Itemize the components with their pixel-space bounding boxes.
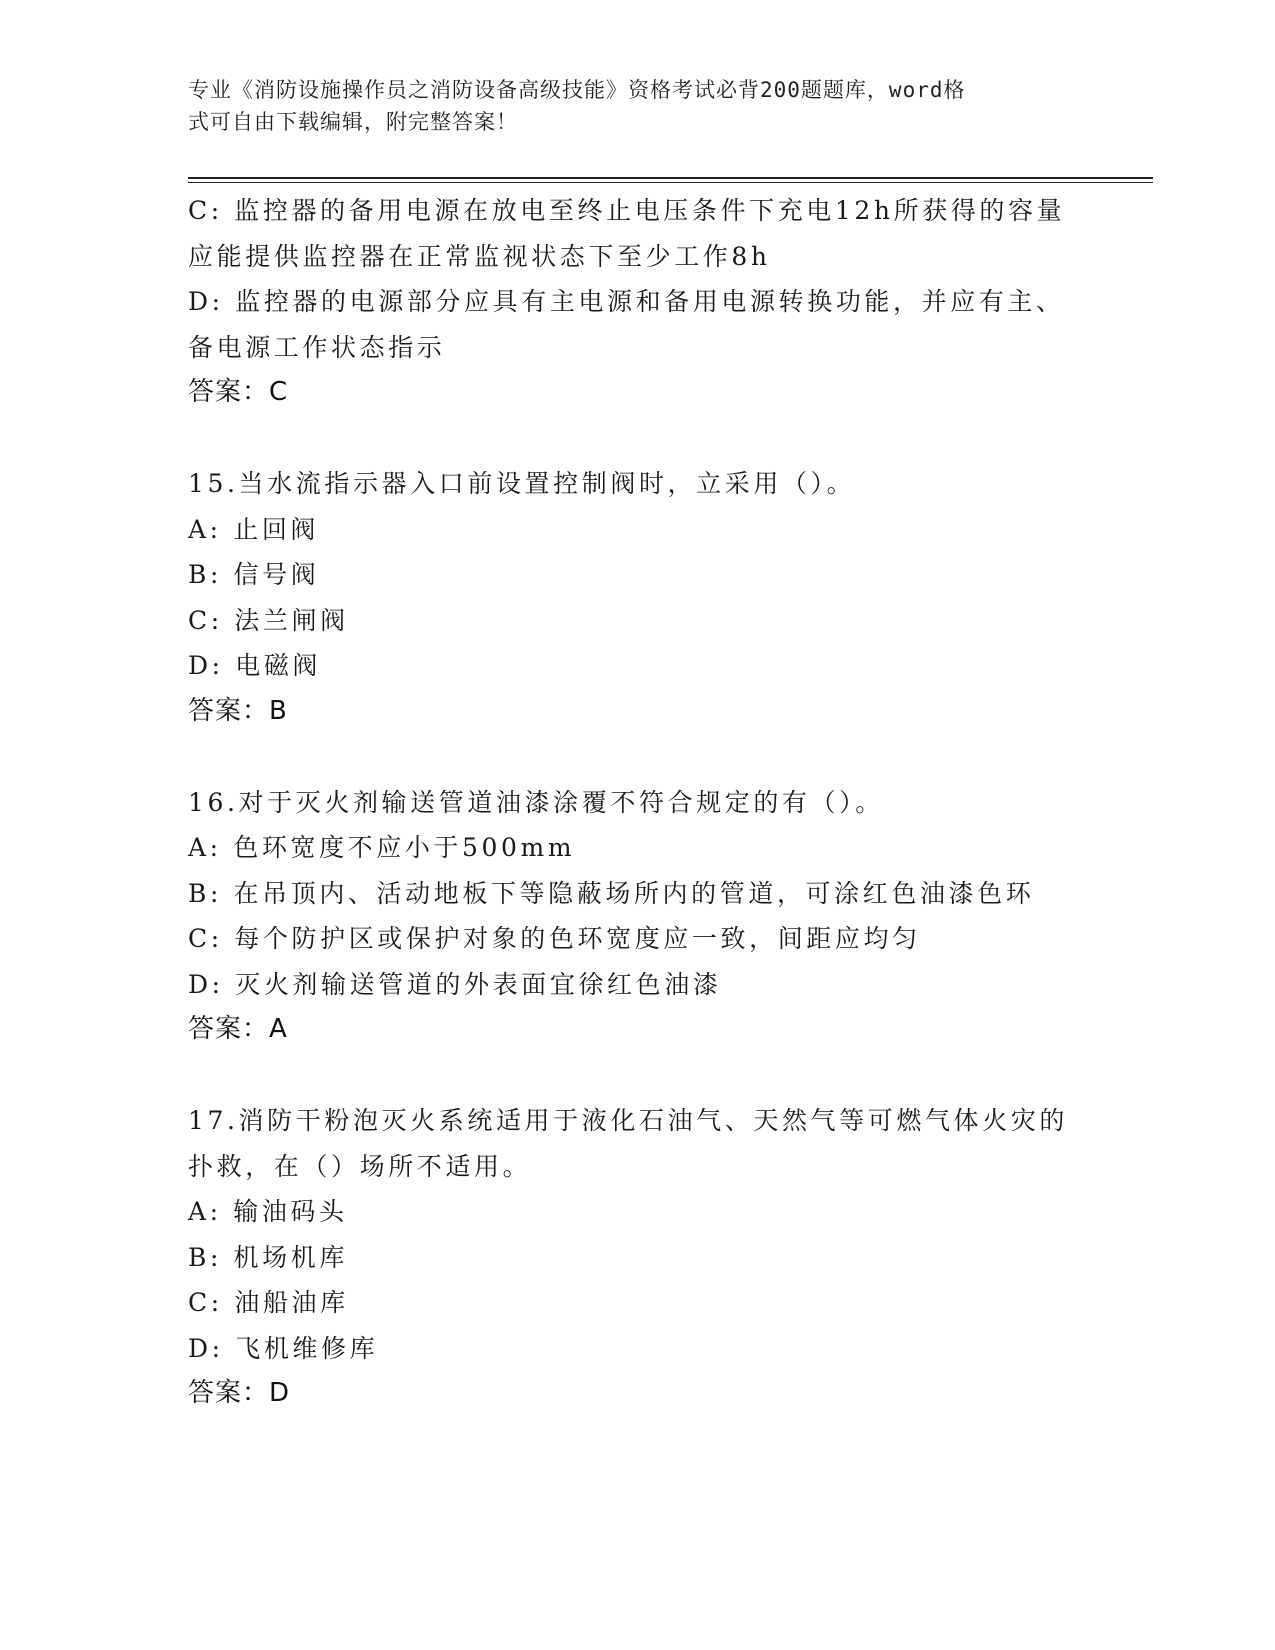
answer-line: 答案：B (188, 695, 288, 726)
question-17 (188, 1098, 1088, 1417)
question-15 (188, 461, 1088, 734)
question-spacer (188, 734, 1088, 780)
option-a: A: 色环宽度不应小于500mm (188, 833, 576, 862)
option-c: C: 法兰闸阀 (188, 605, 349, 635)
question-stem: 16.对于灭火剂输送管道油漆涂覆不符合规定的有（）。 (188, 787, 884, 817)
question-stem: 17.消防干粉泡灭火系统适用于液化石油气、天然气等可燃气体火灾的 (188, 1106, 1068, 1135)
option-c: C: 每个防护区或保护对象的色环宽度应一致，间距应均匀 (188, 924, 921, 953)
option-line: D: 监控器的电源部分应具有主电源和备用电源转换功能，并应有主、 (188, 287, 1065, 316)
option-line: 应能提供监控器在正常监视状态下至少工作8h (188, 241, 771, 271)
option-d: D: 飞机维修库 (188, 1333, 379, 1363)
question-14-continued (188, 188, 1088, 416)
header-line-1: 专业《消防设施操作员之消防设备高级技能》资格考试必背200题题库，word格 (188, 78, 966, 102)
answer-line: 答案：D (188, 1378, 291, 1408)
question-spacer (188, 416, 1088, 462)
question-stem-continued: 扑救，在（）场所不适用。 (188, 1151, 532, 1181)
header-line-2: 式可自由下载编辑，附完整答案！ (188, 110, 518, 134)
option-c: C: 油船油库 (188, 1288, 349, 1317)
option-b: B: 信号阀 (188, 560, 320, 589)
header-divider-thick (188, 177, 1153, 179)
question-spacer (188, 1053, 1088, 1099)
option-line: C: 监控器的备用电源在放电至终止电压条件下充电12h所获得的容量 (188, 196, 1066, 225)
option-d: D: 灭火剂输送管道的外表面宜徐红色油漆 (188, 969, 722, 999)
header-divider-thin (188, 182, 1153, 183)
question-16 (188, 780, 1088, 1053)
option-a: A: 止回阀 (188, 514, 320, 544)
question-list (188, 188, 1088, 1417)
answer-line: 答案：C (188, 377, 289, 407)
question-stem: 15.当水流指示器入口前设置控制阀时，立采用（）。 (188, 469, 856, 498)
option-a: A: 输油码头 (188, 1197, 348, 1226)
option-b: B: 在吊顶内、活动地板下等隐蔽场所内的管道，可涂红色油漆色环 (188, 878, 1035, 908)
answer-line: 答案：A (188, 1014, 288, 1044)
option-b: B: 机场机库 (188, 1242, 348, 1272)
option-d: D: 电磁阀 (188, 651, 322, 680)
document-header (188, 74, 1068, 138)
option-line: 备电源工作状态指示 (188, 332, 446, 362)
